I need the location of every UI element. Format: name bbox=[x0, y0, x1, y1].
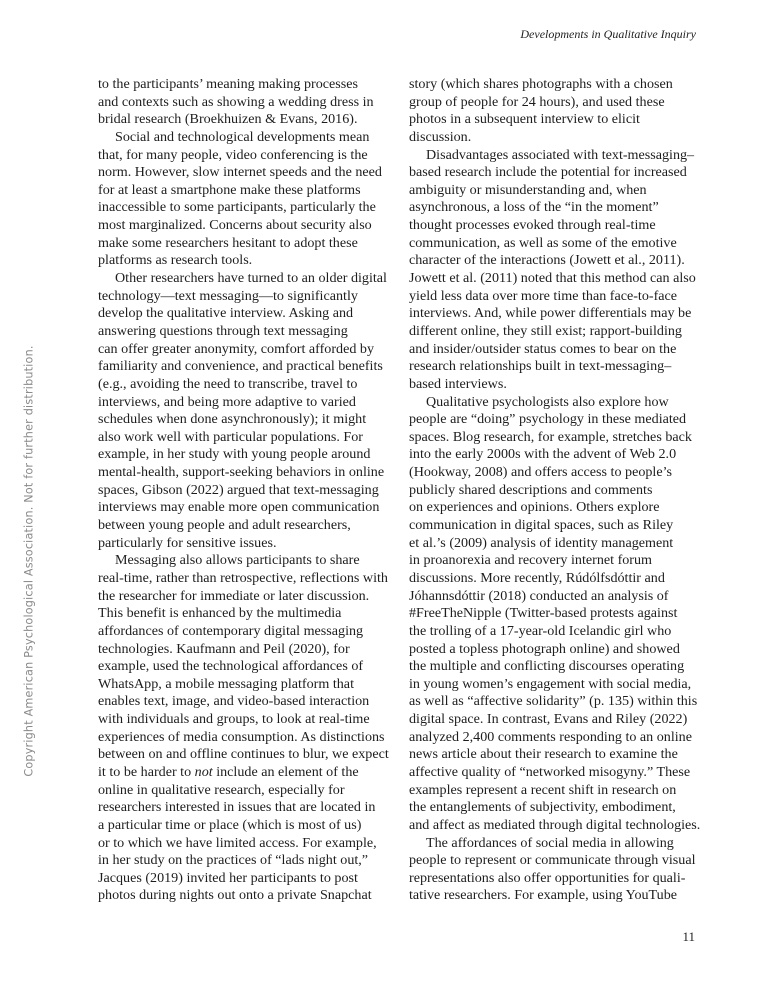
text-line: based interviews. bbox=[409, 375, 507, 392]
text-line: the entanglements of subjectivity, embodiment, bbox=[409, 799, 676, 816]
text-line: a particular time or place (which is most of us) bbox=[98, 816, 362, 833]
running-header: Developments in Qualitative Inquiry bbox=[520, 27, 696, 41]
text-line: the multiple and conflicting discourses operating bbox=[409, 658, 685, 675]
text-line: Jacques (2019) invited her participants to post bbox=[98, 869, 358, 886]
text-line: with individuals and groups, to look at real-time bbox=[98, 711, 370, 728]
text-line: people to represent or communicate through visual bbox=[409, 852, 696, 869]
text-line: The affordances of social media in allowing bbox=[426, 834, 674, 851]
text-line bbox=[98, 764, 386, 782]
text-line: (e.g., avoiding the need to transcribe, travel to bbox=[98, 375, 358, 392]
text-line: familiarity and convenience, and practical benefits bbox=[98, 358, 383, 375]
text-line: as well as “affective solidarity” (p. 135) within this bbox=[409, 693, 698, 710]
text-line: real-time, rather than retrospective, reflections with bbox=[98, 569, 388, 586]
text-line: in young women’s engagement with social media, bbox=[409, 675, 692, 692]
text-line: Jowett et al. (2011) noted that this method can also bbox=[409, 270, 696, 287]
text-line: that, for many people, video conferencing is the bbox=[98, 146, 368, 163]
text-line: story (which shares photographs with a chosen bbox=[409, 76, 673, 92]
text-line: WhatsApp, a mobile messaging platform that bbox=[98, 675, 354, 692]
text-line: asynchronous, a loss of the “in the moment” bbox=[409, 199, 659, 216]
text-line: character of the interactions (Jowett et al., 2011). bbox=[409, 252, 685, 269]
text-line: Social and technological developments mean bbox=[115, 128, 370, 145]
text-line: Jóhannsdóttir (2018) conducted an analysis of bbox=[409, 587, 669, 604]
text-line: Qualitative psychologists also explore how bbox=[426, 393, 669, 410]
text-line: and insider/outsider status comes to bear on the bbox=[409, 340, 677, 357]
text-line: into the early 2000s with the advent of Web 2.0 bbox=[409, 446, 677, 463]
text-line: interviews, and being more adaptive to varied bbox=[98, 393, 356, 410]
text-line: communication, as well as some of the emotive bbox=[409, 234, 677, 251]
emphasis: not bbox=[194, 763, 213, 780]
text-line: particularly for sensitive issues. bbox=[98, 534, 277, 551]
text-line: research relationships built in text-messaging– bbox=[409, 358, 672, 375]
text-line: group of people for 24 hours), and used these bbox=[409, 93, 665, 110]
text-line: can offer greater anonymity, comfort afforded by bbox=[98, 340, 375, 357]
text-line: spaces, Gibson (2022) argued that text-messaging bbox=[98, 481, 379, 498]
text-line: most marginalized. Concerns about security also bbox=[98, 217, 372, 234]
text-line: in proanorexia and recovery internet forum bbox=[409, 552, 653, 569]
text-line: based research include the potential for increased bbox=[409, 164, 687, 181]
text-line: tative researchers. For example, using YouTube bbox=[409, 887, 678, 904]
text-line: analyzed 2,400 comments responding to an online bbox=[409, 728, 692, 745]
text-line: digital space. In contrast, Evans and Riley (2022) bbox=[409, 711, 688, 728]
text-line: the researcher for immediate or later discussion. bbox=[98, 587, 370, 604]
text-line: or to which we have limited access. For example, bbox=[98, 834, 377, 851]
text-line: publicly shared descriptions and comments bbox=[409, 481, 653, 498]
text-line: example, in her study with young people around bbox=[98, 446, 371, 463]
text-line: discussion. bbox=[409, 128, 472, 145]
left-column bbox=[98, 76, 389, 905]
text-line: interviews may enable more open communication bbox=[98, 499, 380, 516]
text-line: example, used the technological affordances of bbox=[98, 658, 364, 675]
text-line: interviews. And, while power differentials may be bbox=[409, 305, 692, 322]
text-line: spaces. Blog research, for example, stretches back bbox=[409, 428, 692, 445]
text-line: schedules when done asynchronously); it might bbox=[98, 411, 367, 428]
text-line: answering questions through text messaging bbox=[98, 322, 348, 339]
text-line: Other researchers have turned to an older digital bbox=[115, 270, 387, 287]
text-line: et al.’s (2009) analysis of identity management bbox=[409, 534, 674, 551]
text-line: This benefit is enhanced by the multimedia bbox=[98, 605, 342, 622]
text-line: posted a topless photograph online) and showed bbox=[409, 640, 680, 657]
text-line: ambiguity or misunderstanding and, when bbox=[409, 181, 647, 198]
text-line: also work well with particular populations. For bbox=[98, 428, 363, 445]
text-line: representations also offer opportunities for quali- bbox=[409, 869, 686, 886]
text-line: photos in a subsequent interview to elicit bbox=[409, 111, 640, 128]
right-column bbox=[409, 76, 701, 905]
text-line: thought processes evoked through real-time bbox=[409, 217, 656, 234]
text-line: discussions. More recently, Rúdólfsdóttir and bbox=[409, 569, 665, 586]
text-line: people are “doing” psychology in these mediated bbox=[409, 411, 687, 428]
text-line: affordances of contemporary digital messaging bbox=[98, 622, 364, 639]
text-line: between young people and adult researchers, bbox=[98, 517, 351, 534]
text-line: platforms as research tools. bbox=[98, 252, 253, 269]
text-line: affective quality of “networked misogyny.” These bbox=[409, 763, 691, 780]
text-line: develop the qualitative interview. Asking and bbox=[98, 305, 354, 322]
text-line: enables text, image, and video-based interaction bbox=[98, 693, 370, 710]
page-number: 11 bbox=[682, 929, 695, 944]
text-line: online in qualitative research, especially for bbox=[98, 781, 345, 798]
text-line: communication in digital spaces, such as Riley bbox=[409, 517, 674, 534]
text-line: for at least a smartphone make these platforms bbox=[98, 181, 361, 198]
text-line: make some researchers hesitant to adopt these bbox=[98, 234, 358, 251]
text-line: norm. However, slow internet speeds and the need bbox=[98, 164, 382, 181]
text-line: technologies. Kaufmann and Peil (2020), for bbox=[98, 640, 350, 657]
text-line: Messaging also allows participants to share bbox=[115, 552, 360, 569]
text-line: researchers interested in issues that are located in bbox=[98, 799, 376, 816]
text-line: bridal research (Broekhuizen & Evans, 2016). bbox=[98, 111, 358, 128]
text-line: and contexts such as showing a wedding dress in bbox=[98, 93, 374, 110]
text-line: in her study on the practices of “lads night out,” bbox=[98, 852, 369, 869]
text-line: photos during nights out onto a private Snapchat bbox=[98, 887, 372, 904]
text-line: different online, they still exist; rapport-building bbox=[409, 322, 682, 339]
text-line: to the participants’ meaning making processes bbox=[98, 76, 359, 92]
text-segment: include an element of the bbox=[212, 763, 359, 780]
text-segment: it to be harder to bbox=[98, 763, 195, 780]
text-line: #FreeTheNipple (Twitter-based protests against bbox=[409, 605, 678, 622]
text-line: between on and offline continues to blur, we expect bbox=[98, 746, 389, 763]
text-line: mental-health, support-seeking behaviors in online bbox=[98, 464, 385, 481]
text-line: examples represent a recent shift in research on bbox=[409, 781, 677, 798]
text-line: and affect as mediated through digital technologies. bbox=[409, 816, 701, 833]
text-line: technology—text messaging—to significantly bbox=[98, 287, 358, 304]
text-line: inaccessible to some participants, particularly the bbox=[98, 199, 376, 216]
copyright-notice: Copyright American Psychological Association. Not for further distribution. bbox=[22, 345, 36, 777]
text-line: the trolling of a 17-year-old Icelandic girl who bbox=[409, 622, 672, 639]
text-line: yield less data over more time than face-to-face bbox=[409, 287, 678, 304]
text-line: Disadvantages associated with text-messaging– bbox=[426, 146, 695, 163]
text-line: experiences of media consumption. As distinctions bbox=[98, 728, 385, 745]
text-line: news article about their research to examine the bbox=[409, 746, 678, 763]
text-line: on experiences and opinions. Others explore bbox=[409, 499, 660, 516]
text-line: (Hookway, 2008) and offers access to people’s bbox=[409, 464, 673, 481]
